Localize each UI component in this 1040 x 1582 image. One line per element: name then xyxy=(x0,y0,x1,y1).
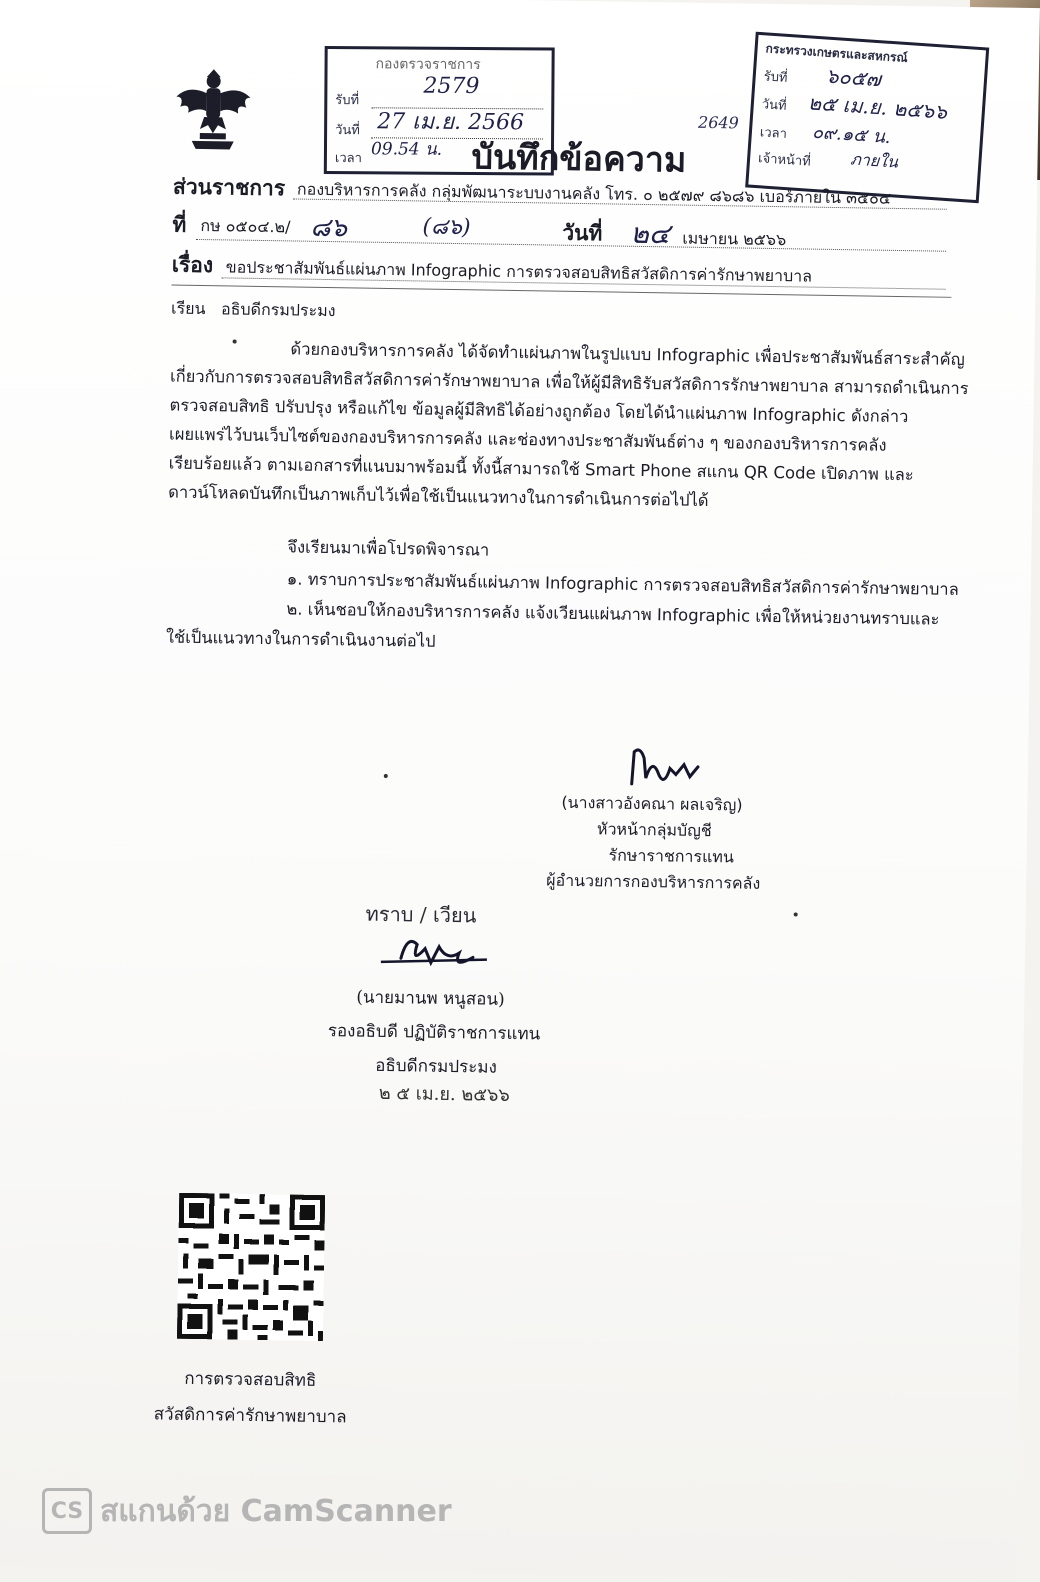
stamp-date: ๒๕ เม.ย. ๒๕๖๖ xyxy=(807,90,948,124)
doc-no-label: ที่ xyxy=(172,212,187,237)
stamp-recv-label: รับที่ xyxy=(335,93,360,109)
stamp-office: กระทรวงเกษตรและสหกรณ์ xyxy=(765,41,909,66)
qr-code-icon xyxy=(177,1193,325,1341)
approval-note: ทราบ / เวียน xyxy=(365,901,477,928)
approver-name: (นายมานพ หนูสอน) xyxy=(356,987,505,1010)
agency-label: ส่วนราชการ xyxy=(172,174,286,201)
camscanner-watermark: สแกนด้วย CamScanner xyxy=(100,1494,452,1529)
stamp-time: 09.54 น. xyxy=(370,139,443,160)
stamp-office: กองตรวจราชการ xyxy=(375,56,481,74)
body-line: ตรวจสอบสิทธิ ปรับปรุง หรือแก้ไข ข้อมูลผู้มีสิทธิได้อย่างถูกต้อง โดยได้นำแผ่นภาพ Infographic ดังกล่าว xyxy=(169,395,909,427)
subject-label: เรื่อง xyxy=(171,252,214,278)
doc-no-hand: ๘๖ xyxy=(310,212,348,244)
to-value: อธิบดีกรมประมง xyxy=(220,299,336,321)
doc-no-prefix: กษ ๐๕๐๔.๒/ xyxy=(200,216,291,237)
date-label: วันที่ xyxy=(562,220,603,246)
doc-no-paren: (๘๖) xyxy=(422,214,471,241)
approver-date: ๒ ๕ เม.ย. ๒๕๖๖ xyxy=(378,1082,510,1106)
signer-position: หัวหน้ากลุ่มบัญชี xyxy=(596,819,712,841)
request-line: จึงเรียนมาเพื่อโปรดพิจารณา xyxy=(287,537,490,560)
subject-value: ขอประชาสัมพันธ์แผ่นภาพ Infographic การตรวจสอบสิทธิสวัสดิการค่ารักษาพยาบาล xyxy=(225,257,813,286)
stamp-time: ๐๙.๑๕ น. xyxy=(811,121,892,149)
item-2: ๒. เห็นชอบให้กองบริหารการคลัง แจ้งเวียนแผ่นภาพ Infographic เพื่อให้หน่วยงานทราบและ xyxy=(286,599,940,629)
date-rest: เมษายน ๒๕๖๖ xyxy=(682,228,787,250)
body-line: ดาวน์โหลดบันทึกเป็นภาพเก็บไว้เพื่อใช้เป็นแนวทางในการดำเนินการต่อไปได้ xyxy=(168,482,709,511)
approver-position: รองอธิบดี ปฏิบัติราชการแทน xyxy=(327,1021,541,1045)
signer-on-behalf: ผู้อำนวยการกองบริหารการคลัง xyxy=(546,870,761,893)
agency-value: กองบริหารการคลัง กลุ่มพัฒนาระบบงานคลัง โทร. ๐ ๒๕๗๙ ๘๖๘๖ เบอร์ภายใน ๓๕๐๔ xyxy=(296,179,892,208)
stamp-date: 27 เม.ย. 2566 xyxy=(377,109,525,136)
stamp-recv-no: 2579 xyxy=(423,73,480,100)
stamp-officer-label: เจ้าหน้าที่ xyxy=(757,151,812,170)
body-line: ด้วยกองบริหารการคลัง ได้จัดทำแผ่นภาพในรูปแบบ Infographic เพื่อประชาสัมพันธ์สาระสำคัญ xyxy=(290,339,965,370)
qr-caption-2: สวัสดิการค่ารักษาพยาบาล xyxy=(153,1404,347,1428)
stamp-date-label: วันที่ xyxy=(761,97,788,114)
body-line: เรียบร้อยแล้ว ตามเอกสารที่แนบมาพร้อมนี้ ทั้งนี้สามารถใช้ Smart Phone สแกน QR Code เปิดภาพ และ xyxy=(168,453,914,485)
date-day: ๒๔ xyxy=(630,216,671,251)
garuda-emblem-icon xyxy=(170,67,257,154)
stamp-officer: ภายใน xyxy=(849,149,899,172)
stamp-time-label: เวลา xyxy=(334,151,362,167)
signature-icon xyxy=(624,744,725,792)
stamp-recv-no: ๖๐๕๗ xyxy=(825,63,882,92)
camscanner-logo: CS xyxy=(42,1488,92,1534)
memo-title: บันทึกข้อความ xyxy=(471,137,687,181)
body-line: เผยแพร่ไว้บนเว็บไซต์ของกองบริหารการคลัง และช่องทางประชาสัมพันธ์ต่าง ๆ ของกองบริหารการคลัง xyxy=(168,424,887,455)
signer-acting: รักษาราชการแทน xyxy=(608,845,735,867)
to-label: เรียน xyxy=(170,298,206,319)
side-note: 2649 xyxy=(697,112,739,133)
receive-stamp-right xyxy=(745,32,989,204)
signer-name: (นางสาวอังคณา ผลเจริญ) xyxy=(561,792,743,815)
approver-org: อธิบดีกรมประมง xyxy=(375,1055,497,1078)
stamp-recv-label: รับที่ xyxy=(763,69,788,86)
body-line: เกี่ยวกับการตรวจสอบสิทธิสวัสดิการค่ารักษาพยาบาล เพื่อให้ผู้มีสิทธิรับสวัสดิการรักษาพยาบาล สามารถดำเนินการ xyxy=(169,366,969,399)
qr-caption-1: การตรวจสอบสิทธิ xyxy=(184,1368,317,1391)
stamp-time-label: เวลา xyxy=(759,125,788,143)
stamp-date-label: วันที่ xyxy=(335,123,360,139)
item-2-cont: ใช้เป็นแนวทางในการดำเนินงานต่อไป xyxy=(165,627,436,651)
item-1: ๑. ทราบการประชาสัมพันธ์แผ่นภาพ Infographic การตรวจสอบสิทธิสวัสดิการค่ารักษาพยาบาล xyxy=(286,569,959,599)
signature-icon xyxy=(377,928,498,976)
